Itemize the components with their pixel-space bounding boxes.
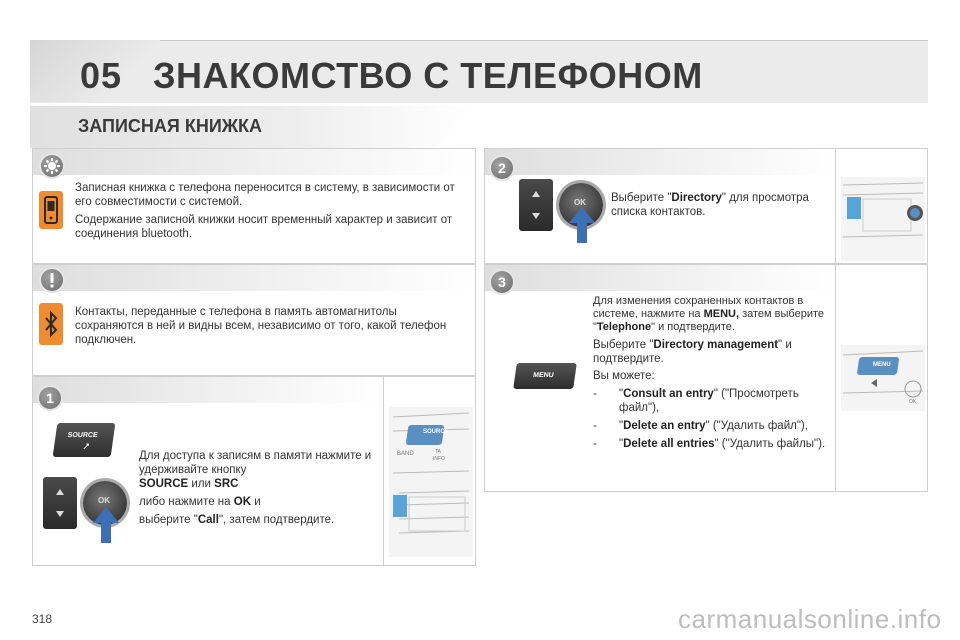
thumb-menu-label: MENU: [873, 362, 891, 368]
step-2-badge: [491, 157, 513, 179]
gear-light-icon: [41, 155, 63, 177]
option-item: - "Delete all entries" ("Удалить файлы").: [593, 438, 826, 450]
press-arrow-icon: [93, 507, 119, 543]
step2-text-a: Выберите ": [611, 192, 672, 204]
step-3-badge: [491, 271, 513, 293]
step3-p1a: Для изменения сохраненных контактов в системе, нажмите на: [593, 295, 804, 320]
info-para-1: Записная книжка с телефона переносится в систему, в зависимости от его совместимости с системой.: [75, 182, 455, 208]
warning-panel: [32, 264, 476, 376]
step3-para-2: [593, 338, 831, 366]
source-button-label: SOURCE: [67, 432, 99, 439]
step3-para-1: [593, 295, 831, 334]
hold-icon: [81, 441, 92, 451]
menu-button-label: MENU: [532, 372, 555, 379]
option-consult-desc: ("Просмотреть файл"),: [619, 388, 799, 414]
arrow-keys[interactable]: [43, 477, 77, 529]
exclamation-icon: [41, 269, 63, 291]
chapter-title: ЗНАКОМСТВО С ТЕЛЕФОНОМ: [153, 55, 703, 96]
phone-icon: [39, 191, 63, 229]
step2-text: [611, 191, 821, 223]
step3-p2a: Выберите ": [593, 339, 654, 351]
option-item: - "Delete an entry" ("Удалить файл"),: [593, 420, 808, 432]
step2-panel-header: [485, 149, 835, 175]
section-title: ЗАПИСНАЯ КНИЖКА: [78, 116, 263, 136]
step-3-number: 3: [498, 274, 506, 290]
step3-p1b: затем выберите ": [593, 308, 825, 333]
step1-line1-text: Для доступа к записям в памяти нажмите и удерживайте кнопку: [139, 450, 372, 476]
info-text: [75, 181, 455, 245]
step1-text: [139, 449, 379, 531]
thumb-band-label: BAND: [397, 451, 414, 457]
up-down-arrows-icon: [43, 477, 77, 529]
warning-text: [75, 305, 455, 351]
key-telephone: Telephone: [596, 321, 652, 333]
option-delete-all-desc: ("Удалить файлы").: [718, 438, 826, 450]
step1-line3a: выберите ": [139, 514, 198, 526]
key-menu: MENU,: [703, 308, 740, 320]
thumb-ta-label: TA: [435, 449, 442, 455]
step1-line-2: [139, 495, 379, 509]
option-delete: Delete an entry: [623, 420, 706, 432]
step2-up-down-arrows-icon: [519, 179, 553, 231]
menu-thumbnail: [841, 345, 925, 411]
thumb-info-label: INFO: [433, 456, 445, 462]
option-dash: -: [593, 438, 597, 450]
step2-arrow-keys[interactable]: [519, 179, 553, 231]
step3-text: [593, 295, 831, 451]
option-dash: -: [593, 420, 597, 432]
option-item: - "Consult an entry" ("Просмотреть файл"),: [593, 388, 799, 414]
option-delete-all: Delete all entries: [623, 438, 715, 450]
step1-panel: [32, 376, 476, 566]
thumb-source-label: SOURCE: [423, 429, 449, 435]
step2-text-b: " для просмотра списка контактов.: [611, 192, 809, 218]
step2-press-arrow-icon: [569, 207, 595, 243]
or-word: или: [191, 478, 211, 490]
step1-panel-header: [33, 377, 383, 403]
info-panel-header: [33, 149, 475, 175]
source-button[interactable]: [53, 423, 116, 457]
watermark: carmanualsonline.info: [678, 604, 942, 634]
step1-line3b: ", затем подтвердите.: [218, 514, 335, 526]
step1-line-1: [139, 449, 379, 491]
bluetooth-icon: [39, 303, 63, 345]
step3-panel-header: [485, 265, 835, 291]
info-panel: [32, 148, 476, 264]
option-dash: -: [593, 388, 597, 400]
keypad-drawing: [841, 177, 925, 261]
step2-panel: [484, 148, 928, 264]
step-1-number: 1: [46, 390, 54, 406]
key-src: SRC: [214, 478, 239, 490]
step1-line2b: и: [254, 496, 261, 508]
menu-button[interactable]: [513, 363, 577, 389]
step3-divider: [835, 265, 836, 491]
page-number: 318: [32, 612, 53, 626]
step-2-number: 2: [498, 160, 506, 176]
thumb-ok-label: OK: [909, 399, 917, 405]
info-para-2: Содержание записной книжки носит временный характер и зависит от соединения bluetooth.: [75, 214, 453, 240]
option-delete-desc: ("Удалить файл"),: [709, 420, 808, 432]
step2-ok-label: OK: [574, 198, 586, 207]
key-directory: Directory: [671, 192, 722, 204]
step2-line: [611, 191, 821, 219]
step2-divider: [835, 149, 836, 263]
chapter-number: 05: [80, 55, 123, 96]
radio-thumbnail: [389, 407, 473, 557]
options-list: [593, 387, 831, 451]
step3-p1c: " и подтвердите.: [651, 321, 735, 333]
option-consult: Consult an entry: [623, 388, 714, 400]
step1-line2a: либо нажмите на: [139, 496, 231, 508]
step3-para-3: Вы можете:: [593, 370, 655, 382]
step1-line-3: [139, 513, 379, 527]
warning-panel-header: [33, 265, 475, 291]
key-ok: OK: [233, 496, 252, 508]
key-directory-management: Directory management: [653, 339, 779, 351]
key-call: Call: [197, 514, 219, 526]
ok-knob-label: OK: [98, 496, 110, 505]
step3-panel: [484, 264, 928, 492]
step1-divider: [383, 377, 384, 565]
step3-p2b: " и подтвердите.: [593, 339, 792, 365]
step-1-badge: [39, 387, 61, 409]
warning-para-1: Контакты, переданные с телефона в память автомагнитолы сохраняются в ней и видны всем, независимо от того, какой телефон подключен.: [75, 306, 447, 346]
key-source: SOURCE: [139, 478, 189, 490]
keypad-thumbnail: [841, 177, 925, 261]
